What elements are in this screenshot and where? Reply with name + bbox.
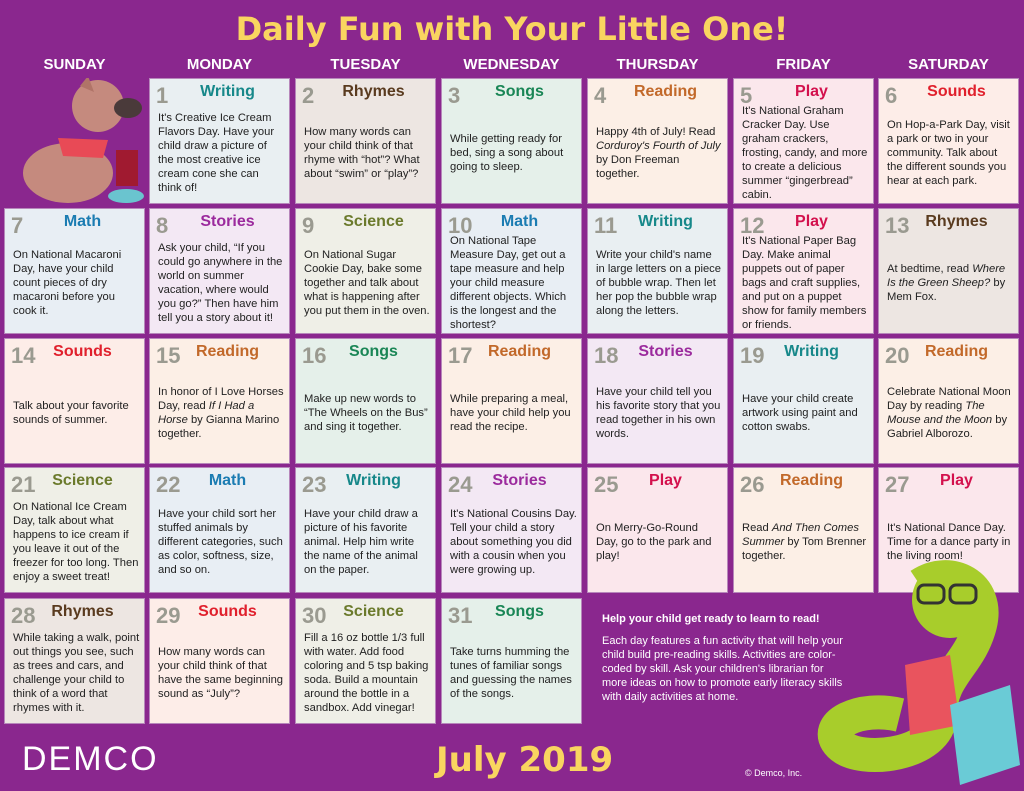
day-number: 1 [156,83,169,108]
activity-text [887,237,1014,329]
day-number: 24 [448,472,473,497]
activity-text-part: by Don Freeman together. [596,154,680,180]
activity-text-part: by Mem Fox. [887,277,1006,303]
day-cell [149,598,290,724]
activity-text [742,367,869,459]
activity-text-part: Have your child draw a picture of his favorite animal. Help him write the name of the animal on the paper. [304,508,418,576]
skill-label: Math [208,472,247,489]
day-cell [4,338,145,464]
activity-text [158,107,285,199]
activity-text-part: While taking a walk, point out things you see, such as trees and cars, and challenge your child to think of a word that rhymes with it. [13,632,140,714]
activity-text-part: Happy 4th of July! Read [596,126,716,138]
day-cell [587,78,728,204]
activity-text-part: Write your child's name in large letters on a piece of bubble wrap. Then let her pop the bubble wrap along the letters. [596,249,722,317]
day-cell [733,208,874,334]
activity-text-part: Ask your child, “If you could go anywhere in the world on summer vacation, where would you go?” Then have him tell you a story about it! [158,242,283,324]
page-title: Daily Fun with Your Little One! [235,10,789,48]
day-cell [441,78,582,204]
skill-label: Songs [495,83,544,100]
day-cell [441,467,582,593]
day-cell [878,78,1019,204]
activity-text-part: by Tom Brenner together. [742,536,867,562]
activity-text [13,237,140,329]
day-number: 8 [156,213,169,238]
skill-label: Math [500,213,539,230]
skill-label: Science [343,603,404,620]
activity-text [158,367,285,459]
activity-text-part: On National Ice Cream Day, talk about what happens to ice cream if you leave it out of the freezer for too long. Then enjoy a sweet treat! [13,501,139,583]
activity-text-part: In honor of I Love Horses Day, read [158,386,284,412]
activity-text-part: Take turns humming the tunes of familiar songs and guessing the names of the songs. [450,646,572,700]
skill-label: Sounds [198,603,257,620]
activity-text-part: At bedtime, read [887,263,973,275]
day-cell [441,208,582,334]
activity-text [450,107,577,199]
day-number: 29 [156,603,181,628]
copyright: © Demco, Inc. [745,768,803,778]
skill-label: Rhymes [51,603,114,620]
info-body: Each day features a fun activity that will help your child build pre-reading skills. Activities are color-coded by skill. Ask your children's librarian for more ideas on how to promote early literacy skills with daily activities at home. [602,635,843,703]
skill-label: Writing [638,213,693,230]
demco-logo: DEMCO [22,740,159,778]
day-cell [587,208,728,334]
activity-text [450,496,577,588]
day-number: 17 [448,343,473,368]
skill-label: Sounds [927,83,986,100]
weekday-header: TUESDAY [330,56,401,73]
day-number: 5 [740,83,753,108]
day-cell [733,78,874,204]
activity-text-part: It's National Dance Day. Time for a dance party in the living room! [887,522,1011,562]
skill-label: Reading [779,472,844,489]
activity-text-part: It's National Graham Cracker Day. Use graham crackers, frosting, candy, and more to create a delicious summer “gingerbread” cabin. [742,105,868,201]
skill-label: Sounds [53,343,112,360]
day-cell [587,338,728,464]
day-number: 31 [448,603,473,628]
activity-text-part: Celebrate National Moon Day by reading [887,386,1011,412]
day-cell [587,467,728,593]
activity-text [304,627,431,719]
day-cell [295,338,436,464]
activity-text [13,496,140,588]
activity-text-part: How many words can your child think of that have the same beginning sound as “July”? [158,646,284,700]
activity-text [596,237,723,329]
activity-text-part: If I Had a Horse [158,400,255,426]
weekday-header: THURSDAY [616,56,699,73]
skill-label: Rhymes [925,213,988,230]
day-number: 25 [594,472,619,497]
activity-text-part: And Then Comes Summer [742,522,859,548]
activity-text-part: On Hop-a-Park Day, visit a park or two in your community. Talk about the different sounds you hear at each park. [887,119,1010,187]
skill-label: Play [795,83,828,100]
day-number: 26 [740,472,765,497]
day-number: 10 [448,213,473,238]
activity-text-part: Fill a 16 oz bottle 1/3 full with water. Add food coloring and 5 tsp baking soda. Build a mountain around the bottle in a sandbox. Add vinegar! [304,632,429,714]
skill-label: Reading [195,343,260,360]
activity-text [742,107,869,199]
activity-text-part: On Merry-Go-Round Day, go to the park and play! [596,522,712,562]
activity-text-part: On National Macaroni Day, have your child count pieces of dry macaroni before you cook it. [13,249,122,317]
activity-text-part: It's National Paper Bag Day. Make animal puppets out of paper bags and craft supplies, and put on a puppet show for family members or friends. [742,235,867,331]
day-number: 15 [156,343,181,368]
day-cell [733,338,874,464]
activity-text [304,367,431,459]
day-number: 21 [11,472,36,497]
weekday-header: MONDAY [186,56,253,73]
activity-text [450,367,577,459]
day-cell [149,208,290,334]
skill-label: Stories [638,343,693,360]
skill-label: Writing [200,83,255,100]
day-cell [4,208,145,334]
day-number: 3 [448,83,461,108]
skill-label: Reading [633,83,698,100]
activity-text-part: While getting ready for bed, sing a song about going to sleep. [450,133,564,173]
activity-text [13,627,140,719]
activity-text-part: Where Is the Green Sheep? [887,263,1006,289]
day-number: 23 [302,472,327,497]
skill-label: Songs [495,603,544,620]
info-heading: Help your child get ready to learn to read! [602,613,820,625]
activity-text [450,627,577,719]
activity-text [596,496,723,588]
activity-text-part: While preparing a meal, have your child help you read the recipe. [450,393,571,433]
weekday-header: SUNDAY [43,56,106,73]
activity-text-part: On National Sugar Cookie Day, bake some together and talk about what is happening after you put them in the oven. [304,249,430,317]
day-number: 7 [11,213,24,238]
day-cell [4,467,145,593]
skill-label: Science [343,213,404,230]
skill-label: Science [52,472,113,489]
skill-label: Play [940,472,973,489]
day-number: 13 [885,213,910,238]
day-cell [4,598,145,724]
activity-text-part: Corduroy's Fourth of July [596,140,721,152]
day-cell [441,598,582,724]
day-number: 16 [302,343,327,368]
activity-text [13,367,140,459]
day-number: 6 [885,83,898,108]
skill-label: Writing [346,472,401,489]
month-label: July 2019 [436,740,614,780]
weekday-header: SATURDAY [908,56,989,73]
day-cell [878,208,1019,334]
activity-text-part: by Gianna Marino together. [158,414,280,440]
activity-text-part: Have your child create artwork using paint and cotton swabs. [742,393,858,433]
activity-text [158,627,285,719]
day-number: 4 [594,83,607,108]
day-cell [149,78,290,204]
day-number: 28 [11,603,36,628]
day-number: 12 [740,213,765,238]
skill-label: Math [63,213,102,230]
activity-text-part: Read [742,522,772,534]
day-number: 20 [885,343,910,368]
skill-label: Stories [200,213,255,230]
skill-label: Stories [492,472,547,489]
day-cell [149,467,290,593]
day-cell [295,598,436,724]
skill-label: Writing [784,343,839,360]
day-number: 30 [302,603,327,628]
day-number: 9 [302,213,315,238]
activity-text-part: Have your child tell you his favorite story that you read together in his own words. [596,386,721,440]
activity-text [887,367,1014,459]
activity-text-part: Have your child sort her stuffed animals by different categories, such as color, softness, size, and so on. [158,508,283,576]
activity-text-part: by Gabriel Alborozo. [887,414,1008,440]
skill-label: Reading [924,343,989,360]
skill-label: Play [795,213,828,230]
activity-text-part: It's National Cousins Day. Tell your child a story about something you did with a cousin when you were growing up. [450,508,577,576]
day-cell [149,338,290,464]
day-cell [295,78,436,204]
day-number: 19 [740,343,765,368]
activity-text [304,237,431,329]
day-number: 22 [156,472,181,497]
weekday-header: WEDNESDAY [463,56,560,73]
activity-text-part: The Mouse and the Moon [887,400,993,426]
skill-label: Play [649,472,682,489]
weekday-header: FRIDAY [776,56,831,73]
day-cell [441,338,582,464]
day-number: 18 [594,343,619,368]
day-number: 11 [594,213,618,238]
activity-text-part: It's Creative Ice Cream Flavors Day. Have your child draw a picture of the most creative ice cream cone she can think of! [158,112,275,194]
skill-label: Reading [487,343,552,360]
day-cell [295,467,436,593]
activity-text [450,237,577,329]
day-number: 14 [11,343,36,368]
activity-text [304,496,431,588]
day-number: 2 [302,83,315,108]
dog-illustration-icon [8,78,148,206]
day-cell [878,338,1019,464]
activity-text-part: Make up new words to “The Wheels on the Bus” and sing it together. [304,393,428,433]
activity-text [596,367,723,459]
skill-label: Songs [349,343,398,360]
activity-text [596,107,723,199]
activity-text [742,237,869,329]
activity-text [304,107,431,199]
day-number: 27 [885,472,910,497]
activity-text [158,237,285,329]
info-box [602,612,847,704]
skill-label: Rhymes [342,83,405,100]
activity-text [887,107,1014,199]
activity-text-part: Talk about your favorite sounds of summer. [13,400,129,426]
day-cell [295,208,436,334]
activity-text-part: On National Tape Measure Day, get out a tape measure and help your child measure different objects. Which is the longest and the shortest? [450,235,567,331]
activity-text-part: How many words can your child think of that rhyme with “hot”? What about “swim” or “play”? [304,126,420,180]
activity-text [158,496,285,588]
